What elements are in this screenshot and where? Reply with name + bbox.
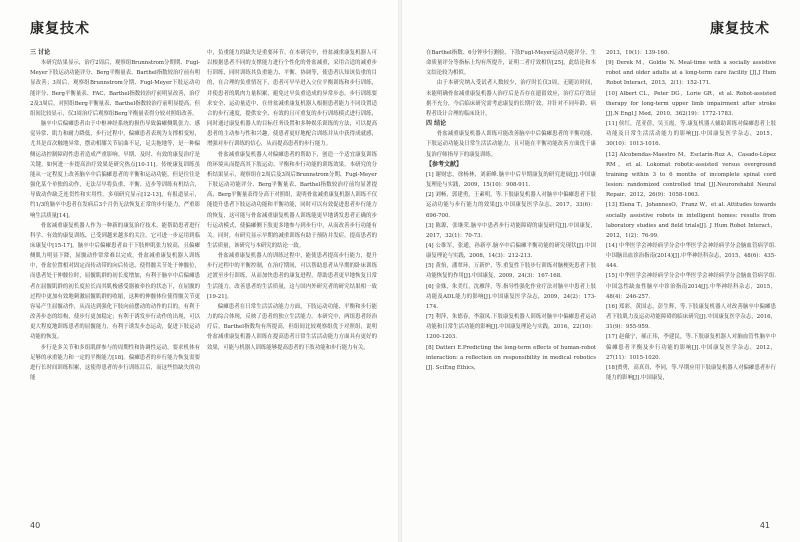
text-column-3	[426, 48, 596, 373]
paragraph: 步行是多关节和多组肌群参与的周期性和协调性运动，要求机体有足够的承重能力和一定的平衡能力[18]。偏瘫患者的步行能力恢复需要进行长时间训练积累，这使得患者的步行训练目后，而这些恰缺失的功能	[30, 344, 200, 381]
reference-item: [7] 利萍，朱德春，李淑凤.下肢康复机器人训练对脑卒中偏瘫患者运动功能和日常生活功能的影响[J].中国康复理论与实践，2016，22(10)：1200-1203.	[426, 314, 596, 341]
reference-item: [8] Datteri E.Predicting the long-term effects of human-robot interaction: a reflection on responsibility in medical robotics [J]. SciEng Ethics，	[426, 344, 596, 371]
paragraph: 骨盆减重康复机器人的训练过程中，能使患者提高步行能力，提升步行过程中的平衡控制，在治疗期间，可以帮助患者从早期的卧床训练过渡至步行训练，从而加快患者的康复进程，帮助患者更早地恢复日常生活能力，改善患者的生活质量，这与国内外研究者的研究结果相一致[19-21]。	[207, 253, 377, 300]
book-gutter	[398, 0, 402, 542]
paragraph: 在Barthel指数、6分钟步行测验、下肢Fugl-Meyer运动功能评分、生命质量评分等指标上均有所提升，证明二者疗效相仿[25]，此结论和本文结论较为相似。	[426, 50, 596, 77]
section-heading: 【参考文献】	[426, 160, 463, 168]
reference-item: [4] 公维军，张通，孙新亭.脑卒中后偏瘫平衡功能的研究现状[J].中国康复理论与实践，2008，14(3)：212-213.	[426, 242, 596, 260]
reference-item: [13] Elena T，JohannesO，Franz W，et al. Attitudes towards socially assistive robots in intelligent homes: results from laboratory studies and field trials[J]. J Hum Robot Interact，2012，1(2)：76-99.	[606, 202, 776, 239]
reference-item: [17] 赵薇宁，郝正玮，李建民，等.下肢康复机器人对脑血管性脑卒中偏瘫患者平衡及步行功能的影响[J].中国康复医学杂志，2012，27(11)：1015-1020.	[606, 334, 776, 361]
section-heading: 三 讨论	[30, 49, 51, 56]
reference-item: [14] 中华医学会神经病学分会中华医学会神经病学分会脑血管病学组.中国脑出血诊治指南(2014)[J].中华神经科杂志，2015，48(6)：435-444.	[606, 242, 776, 270]
reference-item: [6] 金姝，朱美红，沈雁萍，等.指导性强化作业疗法对脑卒中患者上肢功能及ADL能力的影响[J].中国康复医学杂志，2009，24(2)：173-174.	[426, 283, 596, 310]
reference-item: [11] 侯红，范亚蓓，吴玉霞，等.康复机器人辅助训练对偏瘫患者上肢功能及日常生活活动能力的影响[J].中国康复医学杂志，2015，30(10)：1013-1016.	[606, 121, 776, 148]
reference-item: [16] 郑彩，黄国志，彭生辉，等.下肢康复机器人对改善脑卒中偏瘫患者下肢肌力及运动功能障碍的临床研究[J].中国康复医学杂志，2016，31(9)：955-959.	[606, 303, 776, 331]
page-number-left: 40	[30, 521, 41, 530]
text-column-1	[30, 48, 200, 383]
reference-item: 2013，19(1)：139-160.	[606, 50, 670, 56]
paragraph: 中，负重能力的缺失是重要环节。在本研究中，骨盆减重康复机器人可以根据患者不同的支撑能力进行个性化的骨盆减重，采用合适的减重步行训练，同时训练其负重能力、平衡、协调等，使患者认知该负重的目的，在合理的负重情况下，患者可早早进入立位平衡训练和步行训练，并使患者的肌肉力量积累，避免过早负重造成的异常步态。步行训练要求安全、运动量适中，在骨盆减重康复机器人根据患者能力不同设置适合的步行速度，提供安全、有效的且可重复的步行训练模式进行训练，同时通过康复机器人的目标任务设置和多种娱乐训练的方法，可以提高患者的主动参与性和兴趣，使患者更好地配合训练并从中获得成就感，增强对步行训练的信心，从而提高患者的步行能力。	[207, 50, 377, 148]
paragraph: 偏瘫患者在日常生活活动能力方面，下肢运动功能、平衡和步行能力的综合体现，反映了患者的独立生活能力。本研究中，两组患者经治疗后，Barthel指数均有所提高，但组间比较观察组优于对照组，说明骨盆减重康复机器人训练在提高患者日常生活活动能力方面具有更好的效果，可能与机器人训练能够提高患者的下肢功能和步行能力有关。	[207, 303, 377, 351]
paragraph: 本研究结果显示，治疗2周后，观察组Brunnstrom分期期、Fugl-Meyer下肢运动功能评分、Berg平衡量表、Barthel指数较治疗前有明显改善；3周后，观察组Brunnstrom分期、Fugl-Meyer下肢运动功能评分、Berg平衡量表、FAC、Barthel指数较治疗前明显改善，治疗2及3周后，对照组Berg平衡量表、Barthel指数较治疗前明显提高，但组间比较显示，仅3周治疗后观察组Berg平衡量表得分较对照组改善。	[30, 60, 200, 117]
paragraph: 骨盆减重康复机器人作为一种新的康复治疗技术，能帮助患者进行科学、有效的康复训练，已受到越来越多的关注。它可进一步运用到临床康复中[15-17]，脑卒中后偏瘫患者由于下肢伸肌张力较高，且偏瘫侧肌力明显下降，屈髋动作常常难以完成。骨盆减重康复机器人训练中，骨盆位置相对固定而传动带的向后传送，使得髋关节处于伸髋位，而患者处于伸髋位时，屈髋肌群的初长度增加，有利于脑卒中后偏瘫患者在屈髋肌群的初长度拉长而其肌梭感受器被牵拉的状态下，在屈髋的过程中更加有效地刺激屈髋肌群的收缩，这种的伸髋体位使得髋关节更容易产生屈髋动作，从而达到强化下肢向前摆动的动作的目的，有利于改善步态的结构，使步行更加稳定；有利于诱发步行动作的出现，可以更大程度地训练患者的屈髋能力，有利于诱发步态运动，促进下肢运动功能的恢复。	[30, 222, 200, 341]
reference-item: [18]贾勇，高真真，李同，等.早期应用下肢康复机器人对偏瘫患者步行能力的影响[J].中国康复，	[606, 364, 776, 381]
reference-item: [12] Alcobendas-Maestro M，Esclarín-Ruz A，Casado-López RM，et al. Lokomat robotic-assisted versus overground training within 3 to 6 months of incomplete spinal cord lesion: randomized controlled trial [J].Neurorehabil Neural Repair，2012，26(9)：1058-1063.	[606, 151, 776, 199]
running-header-left: 康复技术	[30, 21, 90, 37]
paragraph: 脑卒中后偏瘫患者由于中枢神经系统的损伤导致偏瘫侧肌张力、感觉异常、肌力和耐力降低，步行过程中，偏瘫患者表现为支撑相变短，尤其是首次触地异常，摆动相膝关节屈曲不足，足尖拖地等，是一种偏侧运动控制障碍性患者造成严重影响。早期、及时、有效的康复治疗是关键，如何进一步提高治疗效果是研究热点[10-11]。传统康复训练虽能从一定程度上改善脑卒中后偏瘫患者的平衡和运动功能，但是往往是强化某个单独的动作，无法尽早将负重、平衡、迈步等训练有机结合，导致动作缺乏连贯性和实用性。多项研究显示[12-13]，有报道显示，约1/3的脑卒中患者在发病后3个月仍无法恢复正常的步行能力，严重影响生活质量[14]。	[30, 121, 200, 219]
running-header-right: 康复技术	[710, 21, 770, 37]
reference-item: [2] 刘畅，郭建勇，王素明，等.下肢康复机器人对脑卒中偏瘫患者下肢运动功能与步行能力的效果[J].中国康复医学杂志，2017，33(6)：696-700.	[426, 192, 596, 219]
paragraph: 由于本研究纳入受试者人数较少，治疗时长仅3周，无随访时间，未能明确骨盆减重康复机器人治疗后是否存在遗留效应，治疗后疗效证据不充分，今后临床研究需考虑康复的长期疗效，并针对不同年龄、病程者设计合理的临床设计。	[426, 80, 596, 117]
reference-item: [10] Albert CL，Peter DG，Lorie GR，et al. Robot-assisted therapy for long-term upper limb impairment after stroke [J].N Engl J Med，2010，362(19)：1772-1783.	[606, 90, 776, 117]
page-number-right: 41	[759, 521, 770, 530]
reference-item: [15] 中华医学会神经病学分会中华医学会神经病学分会脑血管病学组.中国急性缺血性脑卒中诊治指南2014[J].中华神经科杂志，2015，48(4)：246-257.	[606, 273, 776, 300]
section-heading: 四 结论	[426, 120, 447, 128]
paragraph: 骨盆减重康复机器人训练可能改善脑卒中后偏瘫患者的平衡功能、下肢运动功能及日常生活活动能力，且可能在平衡功能改善方面优于康复治疗师指导下的康复训练。	[426, 131, 596, 158]
text-column-4	[606, 48, 776, 383]
reference-item: [3] 陈源，张继荣.脑卒中患者步行功能障碍的康复研究[J].中国康复，2017，32(1)：70-73.	[426, 222, 596, 239]
reference-item: [5] 黄怡，潘翠环，万新炉，等.重复性下肢步行训练对脑梗死患者下肢功能恢复的作用[J].中国康复，2009，24(3)：167-168.	[426, 263, 596, 280]
reference-item: [9] Derek M，Goldie N. Meal-time with a socially assistive robot and older adults at a long-term care facility [J].J Hum Robot Interact，2013，2(1)：152-171.	[606, 60, 776, 87]
text-column-2	[207, 48, 377, 353]
paragraph: 骨盆减重康复机器人对偏瘫患者的帮助下，创造一个适宜康复训练的环境从而提高其下肢运动、平衡和步行功能的训练效果。本研究的分析结果显示，观察组在2周后及3周后Brunnstrom分期、Fugl-Meyer下肢运动功能评分、Berg平衡量表、Barthel指数较治疗前均显著提高，Berg平衡量表得分高于对照组，说明骨盆减重康复机器人训练不仅能提升患者下肢运动功能和平衡功能，同时可以有效促进患者步行能力的恢复，这可能与骨盆减重康复机器人训练能更早地诱发患者正确的步行运动模式，使偏瘫侧下肢更多地参与到步行中，从而改善步行功能有关。同时，有研究显示早期的减重训练有助于预防并发症，提高患者的生活质量，该研究与本研究的结论一致。	[207, 151, 377, 249]
reference-item: [1] 谢财忠，徐杨林，刘新峰.脑卒中后早期康复的研究进展[J].中国康复理论与实践，2009，15(10)：908-911.	[426, 171, 596, 189]
